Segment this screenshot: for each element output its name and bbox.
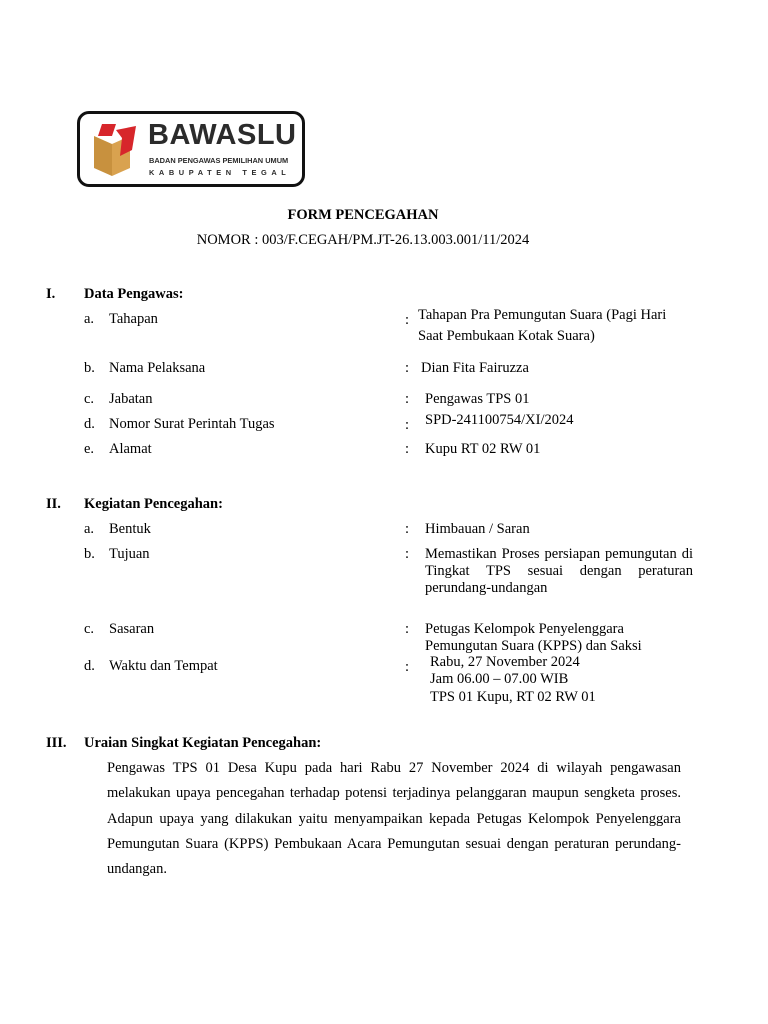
section1-row-letter: a.	[84, 311, 95, 327]
logo-region: KABUPATEN TEGAL	[149, 168, 291, 177]
section2-row-letter: c.	[84, 621, 95, 637]
section1-row-label: Nomor Surat Perintah Tugas	[109, 416, 275, 432]
section3-numeral: III.	[46, 735, 67, 751]
section2-row-value: Petugas Kelompok Penyelenggara	[425, 621, 624, 637]
section2-row-value: Memastikan Proses persiapan pemungutan di Tingkat TPS sesuai dengan peraturan perundang-undangan	[425, 546, 693, 596]
section2-row-label: Bentuk	[109, 521, 151, 537]
section1-row-value: Dian Fita Fairuzza	[421, 360, 529, 376]
section1-row-colon: :	[405, 441, 410, 457]
form-number: NOMOR : 003/F.CEGAH/PM.JT-26.13.003.001/11/2024	[196, 232, 530, 248]
section2-row-label: Waktu dan Tempat	[109, 658, 218, 674]
section2-row-colon: :	[405, 546, 410, 562]
section1-row-colon: :	[405, 312, 410, 328]
logo-subtitle: BADAN PENGAWAS PEMILIHAN UMUM	[149, 156, 289, 165]
logo-wordmark: BAWASLU	[148, 119, 297, 151]
section2-row-label: Tujuan	[109, 546, 150, 562]
section2-heading: Kegiatan Pencegahan:	[84, 496, 223, 512]
section2-row-value-cont: Jam 06.00 – 07.00 WIB	[430, 671, 569, 687]
section2-row-colon: :	[405, 659, 410, 675]
section1-numeral: I.	[46, 286, 56, 302]
section1-row-label: Tahapan	[109, 311, 158, 327]
section1-row-letter: d.	[84, 416, 95, 432]
section1-row-label: Jabatan	[109, 391, 153, 407]
section2-row-value: Rabu, 27 November 2024	[430, 654, 580, 670]
section2-row-colon: :	[405, 521, 410, 537]
form-title: FORM PENCEGAHAN	[287, 207, 439, 223]
section2-row-value-cont: TPS 01 Kupu, RT 02 RW 01	[430, 689, 596, 705]
section1-row-colon: :	[405, 417, 410, 433]
section2-row-letter: b.	[84, 546, 95, 562]
section1-row-colon: :	[405, 360, 410, 376]
section2-row-colon: :	[405, 621, 410, 637]
bawaslu-logo	[77, 111, 305, 187]
section1-row-colon: :	[405, 391, 410, 407]
section1-row-value: SPD-241100754/XI/2024	[425, 412, 574, 428]
section1-row-value: Pengawas TPS 01	[425, 391, 530, 407]
section2-row-letter: a.	[84, 521, 95, 537]
section2-numeral: II.	[46, 496, 61, 512]
section1-row-label: Alamat	[109, 441, 152, 457]
section1-row-value: Tahapan Pra Pemungutan Suara (Pagi Hari	[418, 307, 667, 323]
bawaslu-emblem-icon	[92, 122, 138, 176]
section3-heading: Uraian Singkat Kegiatan Pencegahan:	[84, 735, 322, 751]
section1-row-value: Kupu RT 02 RW 01	[425, 441, 541, 457]
section2-row-value-cont: Pemungutan Suara (KPPS) dan Saksi	[425, 638, 642, 654]
section1-row-letter: e.	[84, 441, 95, 457]
section2-row-letter: d.	[84, 658, 95, 674]
section1-heading: Data Pengawas:	[84, 286, 184, 302]
section1-row-letter: c.	[84, 391, 95, 407]
section2-row-value: Himbauan / Saran	[425, 521, 530, 537]
section1-row-value-cont: Saat Pembukaan Kotak Suara)	[418, 328, 595, 344]
section2-row-label: Sasaran	[109, 621, 155, 637]
section1-row-letter: b.	[84, 360, 95, 376]
section1-row-label: Nama Pelaksana	[109, 360, 206, 376]
section3-body: Pengawas TPS 01 Desa Kupu pada hari Rabu 27 November 2024 di wilayah pengawasan melakukan upaya pencegahan terhadap potensi terjadinya pelanggaran maupun sengketa proses. Adapun upaya yang dilakukan yaitu menyampaikan kepada Petugas Kelompok Penyelenggara Pemungutan Suara (KPPS) Pembukaan Acara Pemungutan sesuai dengan peraturan perundang-undangan.	[107, 760, 681, 878]
